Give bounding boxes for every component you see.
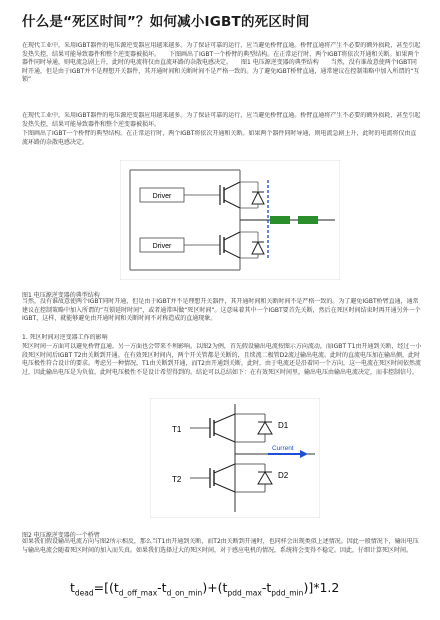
paragraph-9: 如果我们假设输出电流方向与图2所示相反，那么当T1由开通到关断，而T2由关断到开通时，也同样会出现类似上述情况。因此一般情况下，输出电压与输出电流会随着死区时间的加入而失真。如果我们选择过大的死区时间，对于感应电机的情况，系统将会变得不稳定。因此，仔细计算死区时间。 [22,538,419,554]
stray-inductance-bottom [298,216,318,224]
paragraph-3: 下图画出了IGBT一个桥臂的典型结构。在正常运行时，两个IGBT将依次开通和关断。如果两个器件同时导通，则电流急剧上升，此时的电流将仅由直流环路的杂散电感决定。 [22,130,417,146]
dead-time-formula [70,580,339,598]
paragraph-2: 在现代工业中，采用IGBT器件的电压源逆变器应用越来越多。为了保证可靠的运行，应当避免桥臂直通。桥臂直通将产生不必要的额外损耗，甚至引起发热失控，结果可能导致器件和整个逆变器被损坏。 [22,112,421,128]
formula-mid: )+(t [202,580,228,595]
t1-label: T1 [172,425,182,434]
formula-tail: )]*1.2 [303,580,340,595]
figure-2-caption: 图2 电压源逆变器的一个桥臂 [22,532,100,539]
formula-sub-1: d_off_max [118,588,158,598]
d1-label: D1 [278,421,289,430]
figure-1-circuit [120,160,340,280]
paragraph-6: 1. 死区时间对逆变器工作的影响 [22,334,108,341]
paragraph-5: 当然，没有谁故意使两个IGBT同时开通，但是由于IGBT并不是理想开关器件，其开通时间和关断时间不是严格一致的。为了避免IGBT桥臂直通，通常建议在控制策略中加入所谓的“互锁延时时间”，或者通常叫做“死区时间”。这意味着其中一个IGBT要首先关断，然后在死区时间结束时再开通另外一个IGBT，这样，就能够避免由开通时间和关断时间不对称造成的直通现象。 [22,298,421,323]
page-title: 什么是“死区时间”？如何减小IGBT的死区时间 [22,14,310,30]
paragraph-1: 在现代工业中，采用IGBT器件的电压源逆变器应用越来越多。为了保证可靠的运行，应当避免桥臂直通。桥臂直通将产生不必要的额外损耗，甚至引起发热失控，结果可能导致器件和整个逆变器被损坏。 下图画出了IGBT一个桥臂的典型结构。在正常运行时，两个IGBT将依次开通和关断。如果两个器件同时导通，则电流急剧上升，此时的电流将仅由直流环路的杂散电感决定。 图1 电压源逆变器的典型结构 当然，没有谁故意使两个IGBT同时开通，但是由于IGBT并不是理想开关器件，其开通时间和关断时间不是严格一致的。为了避免IGBT桥臂直通，通常建议在控制策略中加入所谓的“互锁” [22,42,421,84]
formula-lead: t [70,580,75,595]
driver-bottom-label: Driver [152,243,172,250]
formula-sub-3: pdd_max [227,588,262,598]
formula-minus-2: -t [261,580,272,595]
figure-2-bridge-leg [150,398,320,518]
formula-lead-sub: dead [74,588,94,598]
driver-top-label: Driver [152,193,172,200]
d2-label: D2 [278,471,289,480]
figure-1-caption: 图1 电压源逆变器的典型结构 [22,292,100,299]
t2-label: T2 [172,475,182,484]
formula-minus-1: -t [157,580,167,595]
formula-sub-4: pdd_min [271,588,304,598]
paragraph-7: 死区时间一方面可以避免桥臂直通，另一方面也会带来不利影响。以图2为例，首先假设输出电流按图示方向流动，而IGBT T1由开通到关断，经过一小段死区时间后IGBT T2由关断到开通。在有效死区时间内，两个开关管都是关断的，且续流二极管D2流过输出电流。此时的直流电压加在输出侧，此时电压极性符合设计的要求。考虑另一种情况，T1由关断到开通，而T2由开通到关断，此时，由于电流还是沿着同一个方向，这一电流在死区时间依然流过，因此输出电压是为负值，此时电压极性不是设计希望得到的。结论可以总结如下：在有效死区时间里，输出电压由输出电流决定，而非控制信号。 [22,343,422,376]
formula-sub-2: d_on_min [166,588,203,598]
current-label: Current [272,445,294,452]
formula-eq: =[(t [93,580,119,595]
stray-inductance-top [270,216,290,224]
